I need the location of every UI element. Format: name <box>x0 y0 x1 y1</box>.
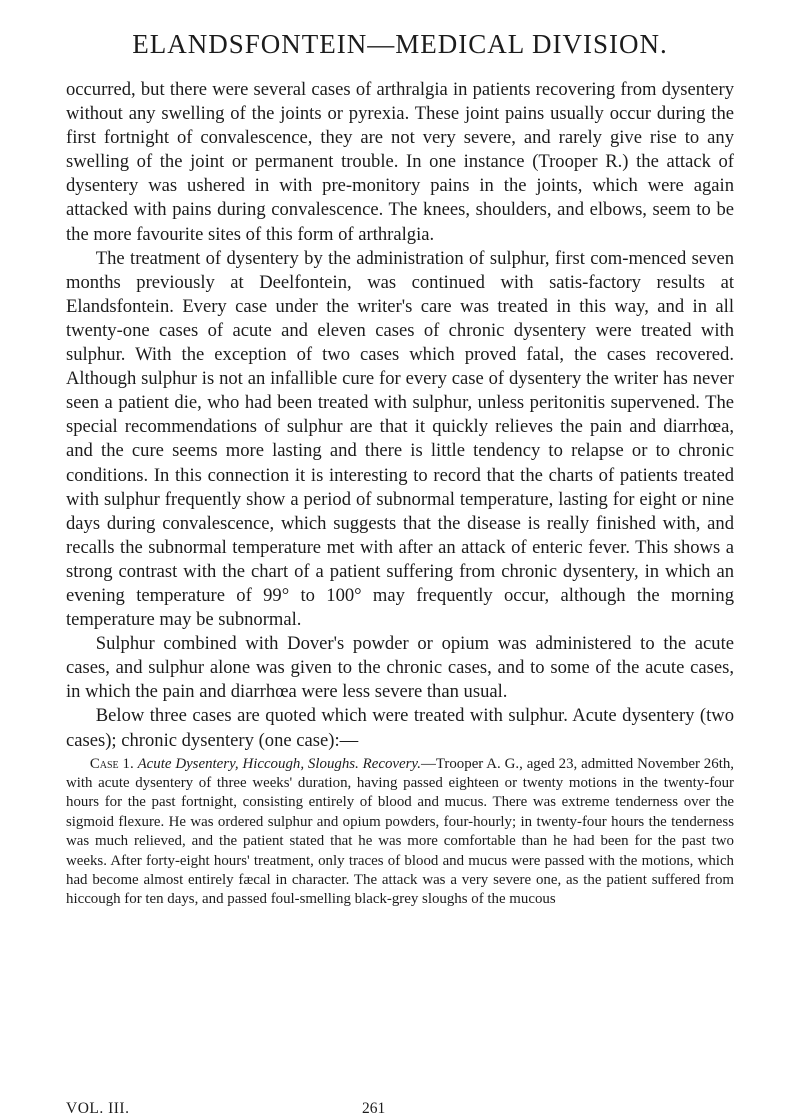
page-number: 261 <box>362 1100 386 1117</box>
paragraph-sulphur-treatment: The treatment of dysentery by the administration of sulphur, first com-menced seven months previously at Deelfontein, was continued with satis-factory results at Elandsfontein. Every case under the writer's care was treated in this way, and in all twenty-one cases of acute and eleven cases of chronic dysentery were treated with sulphur. With the exception of two cases which proved fatal, the cases recovered. Although sulphur is not an infallible cure for every case of dysentery the writer has never seen a patient die, who had been treated with sulphur, unless peritonitis supervened. The special recommendations of sulphur are that it quickly relieves the pain and diarrhœa, and the cure seems more lasting and there is little tendency to relapse or to chronic conditions. In this connection it is interesting to record that the charts of patients treated with sulphur frequently show a period of subnormal temperature, lasting for eight or nine days during convalescence, which suggests that the disease is really finished with, and recalls the subnormal temperature met with after an attack of enteric fever. This shows a strong contrast with the chart of a patient suffering from chronic dysentery, in which an evening temperature of 99° to 100° may frequently occur, although the morning temperature may be subnormal. <box>66 247 734 631</box>
document-page <box>66 28 735 1117</box>
case-report <box>66 755 734 910</box>
running-head: ELANDSFONTEIN—MEDICAL DIVISION. <box>132 29 668 59</box>
volume-label: VOL. III. <box>66 1100 130 1117</box>
case-label: Case 1. <box>89 755 134 772</box>
paragraph-cases-intro: Below three cases are quoted which were treated with sulphur. Acute dysentery (two cases); chronic dysentery (one case):— <box>66 705 734 751</box>
paragraph-arthralgia: occurred, but there were several cases of arthralgia in patients recovering from dysentery without any swelling of the joints or pyrexia. These joint pains usually occur during the first fortnight of convalescence, they are not very severe, and rarely give rise to any swelling of the joint or permanent trouble. In one instance (Trooper R.) the attack of dysentery was ushered in with pre-monitory pains in the joints, which were again attacked with pains during convalescence. The knees, shoulders, and elbows, seem to be the more favourite sites of this form of arthralgia. <box>66 79 734 245</box>
body-text <box>66 78 734 753</box>
case-text: —Trooper A. G., aged 23, admitted November 26th, with acute dysentery of three weeks' duration, having passed eighteen or twenty motions in the twenty-four hours for the past fortnight, consisting entirely of blood and mucus. There was extreme tenderness over the sigmoid flexure. He was ordered sulphur and opium powders, four-hourly; in twenty-four hours the tenderness was much relieved, and the patient stated that he was more comfortable than he had been for the past two weeks. After forty-eight hours' treatment, only traces of blood and mucus were passed with the motions, which had become almost entirely fæcal in character. The attack was a very severe one, as the patient suffered from hiccough for ten days, and passed foul-smelling black-grey sloughs of the mucous <box>66 755 735 908</box>
case-title: Acute Dysentery, Hiccough, Sloughs. Recovery. <box>137 755 421 772</box>
paragraph-dovers-powder: Sulphur combined with Dover's powder or opium was administered to the acute cases, and sulphur alone was given to the chronic cases, and to some of the acute cases, in which the pain and diarrhœa were less severe than usual. <box>66 633 734 703</box>
